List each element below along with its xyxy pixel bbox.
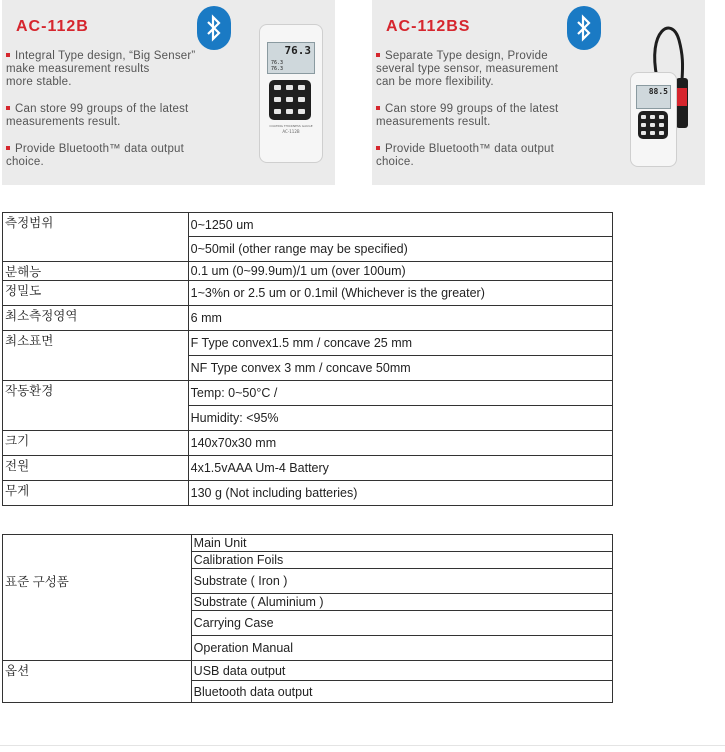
table-row — [3, 281, 613, 306]
spec-value: 0~1250 um — [188, 213, 612, 237]
product-panel-ac-112bs — [372, 0, 705, 185]
spec-value: 6 mm — [188, 306, 612, 331]
spec-value: 1~3%n or 2.5 um or 0.1mil (Whichever is the greater) — [188, 281, 612, 306]
device-screen: 76.3 76.3 76.3 — [267, 42, 315, 74]
package-item: Calibration Foils — [191, 552, 612, 569]
device-keypad — [638, 111, 668, 139]
spec-label: 정밀도 — [3, 281, 189, 306]
spec-value: 0~50mil (other range may be specified) — [188, 237, 612, 262]
package-item: Carrying Case — [191, 611, 612, 636]
standard-items-label: 표준 구성품 — [3, 535, 192, 661]
spec-table — [2, 212, 613, 506]
table-row — [3, 306, 613, 331]
feature-3: Provide Bluetooth™ data output choice. — [6, 143, 185, 168]
model-title: AC-112B — [16, 18, 89, 35]
spec-label: 작동환경 — [3, 381, 189, 431]
package-item: Substrate ( Aluminium ) — [191, 594, 612, 611]
table-row — [3, 481, 613, 506]
bluetooth-icon — [197, 6, 231, 50]
table-row — [3, 431, 613, 456]
gauge-device-image — [630, 72, 677, 167]
table-row — [3, 213, 613, 237]
table-row — [3, 262, 613, 281]
spec-value: F Type convex1.5 mm / concave 25 mm — [188, 331, 612, 356]
table-row — [3, 535, 613, 552]
spec-label: 분해능 — [3, 262, 189, 281]
table-row — [3, 661, 613, 681]
package-table — [2, 534, 613, 703]
feature-3: Provide Bluetooth™ data output choice. — [376, 143, 555, 168]
model-title: AC-112BS — [386, 18, 471, 35]
spec-value: Humidity: <95% — [188, 406, 612, 431]
package-item: Bluetooth data output — [191, 681, 612, 703]
package-item: Main Unit — [191, 535, 612, 552]
spec-label: 최소표면 — [3, 331, 189, 381]
package-item: Substrate ( Iron ) — [191, 569, 612, 594]
feature-1: Separate Type design, Provide several type sensor, measurement can be more flexibility. — [376, 50, 559, 88]
package-item: USB data output — [191, 661, 612, 681]
table-row — [3, 456, 613, 481]
feature-2: Can store 99 groups of the latest measurements result. — [376, 103, 559, 128]
spec-value: 4x1.5vAAA Um-4 Battery — [188, 456, 612, 481]
feature-1: Integral Type design, “Big Senser” make measurement results more stable. — [6, 50, 196, 88]
spec-label: 전원 — [3, 456, 189, 481]
spec-label: 최소측정영역 — [3, 306, 189, 331]
spec-value: NF Type convex 3 mm / concave 50mm — [188, 356, 612, 381]
table-row — [3, 381, 613, 406]
device-screen: 88.5 — [636, 85, 671, 109]
device-keypad — [269, 80, 311, 120]
spec-value: 130 g (Not including batteries) — [188, 481, 612, 506]
gauge-device-image: 76.3 76.3 76.3 COATING THICKNESS GAUGE AC-112B — [259, 24, 323, 163]
spec-label: 무게 — [3, 481, 189, 506]
divider — [0, 745, 725, 746]
spec-value: 140x70x30 mm — [188, 431, 612, 456]
spec-value: Temp: 0~50°C / — [188, 381, 612, 406]
spec-label: 크기 — [3, 431, 189, 456]
spec-value: 0.1 um (0~99.9um)/1 um (over 100um) — [188, 262, 612, 281]
table-row — [3, 331, 613, 356]
bluetooth-icon — [567, 6, 601, 50]
spec-label: 측정범위 — [3, 213, 189, 262]
option-label: 옵션 — [3, 661, 192, 703]
product-panel-ac-112b — [2, 0, 335, 185]
feature-2: Can store 99 groups of the latest measurements result. — [6, 103, 189, 128]
package-item: Operation Manual — [191, 636, 612, 661]
